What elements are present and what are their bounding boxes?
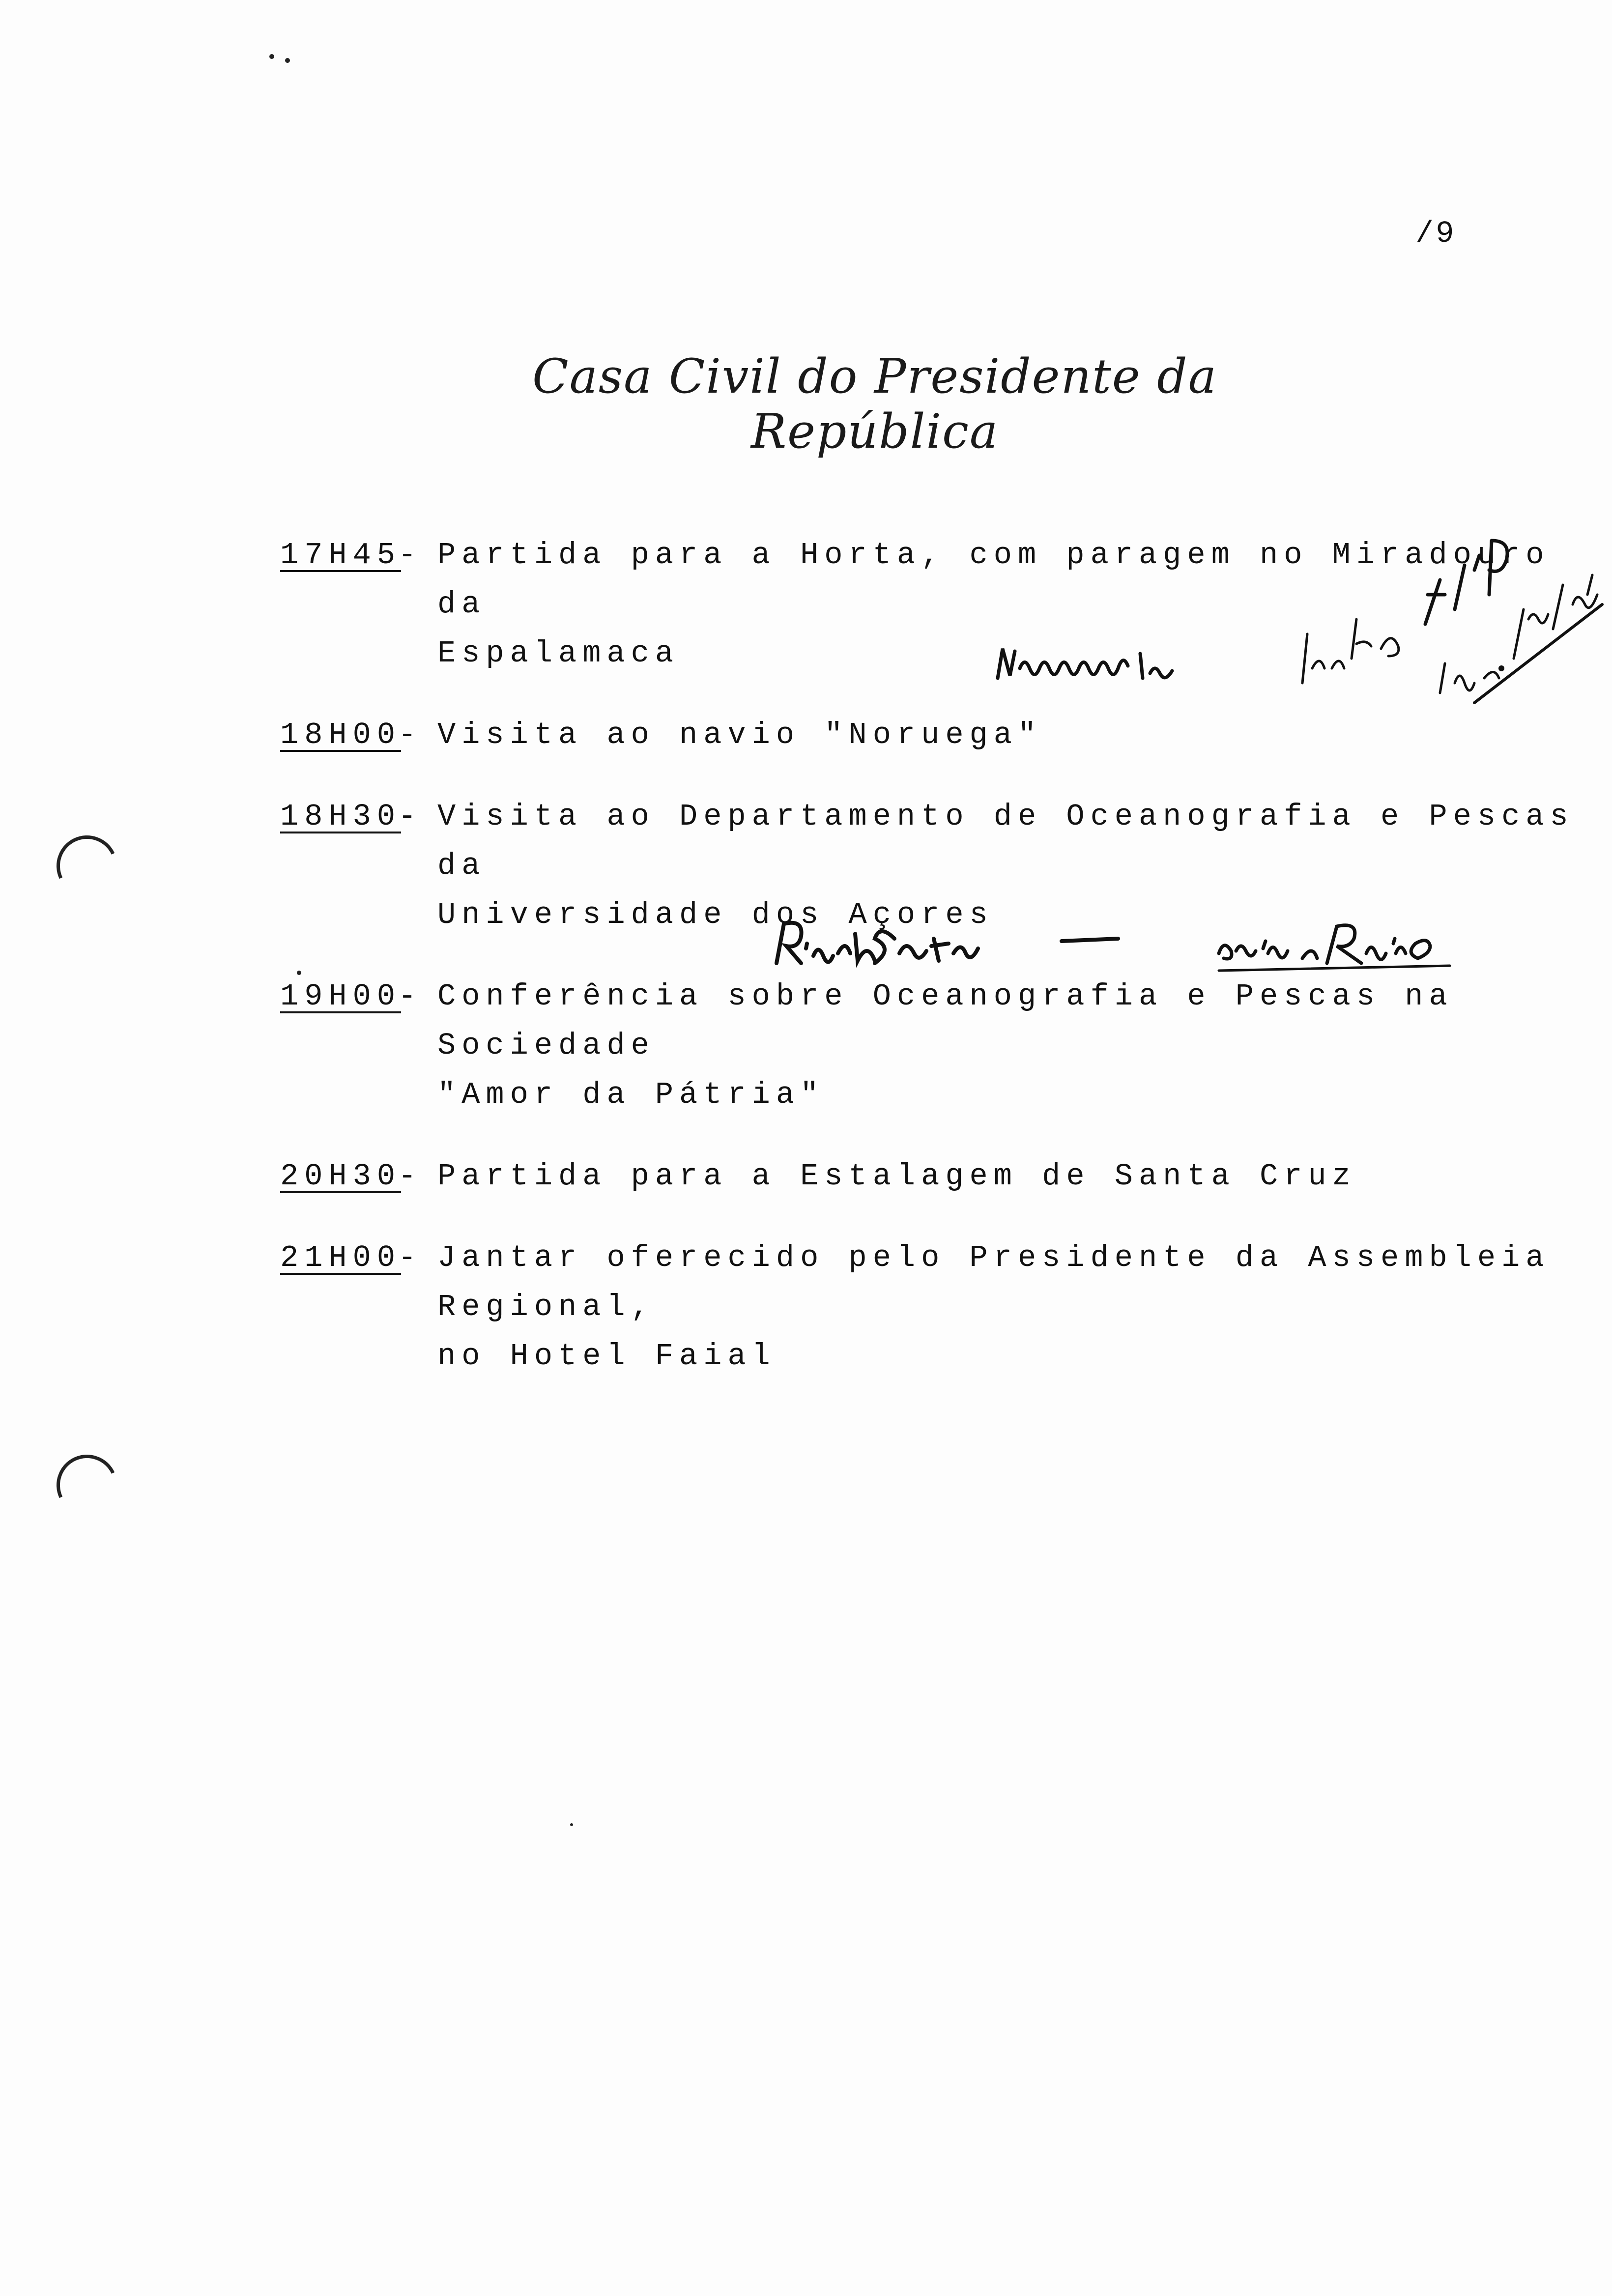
binder-hole-mark bbox=[48, 827, 126, 905]
entry-time: 20H30 bbox=[280, 1159, 402, 1194]
scan-speck bbox=[570, 1823, 573, 1826]
scan-speck bbox=[269, 54, 274, 59]
entry-description: Partida para a Estalagem de Santa Cruz bbox=[437, 1159, 1356, 1194]
entry-dash: - bbox=[398, 538, 423, 573]
scan-speck bbox=[285, 58, 290, 63]
page-number: /9 bbox=[1415, 216, 1456, 251]
entry-time: 17H45 bbox=[280, 538, 402, 573]
entry-description: Partida para a Horta, com paragem no Miradouro da Espalamaca bbox=[437, 538, 1550, 671]
entry-time: 19H00 bbox=[280, 979, 402, 1014]
schedule-entry bbox=[280, 711, 1583, 760]
entry-description: Visita ao navio "Noruega" bbox=[437, 718, 1042, 752]
entry-dash: - bbox=[398, 1240, 423, 1275]
entry-description: Visita ao Departamento de Oceanografia e Pescas da Universidade dos Açores bbox=[437, 799, 1574, 932]
entry-dash: - bbox=[398, 1159, 423, 1194]
handwritten-separator bbox=[1057, 919, 1125, 958]
handwritten-signature-mario bbox=[1214, 914, 1469, 978]
entry-description: Conferência sobre Oceanografia e Pescas na Sociedade "Amor da Pátria" bbox=[437, 979, 1453, 1112]
handwritten-signature-ricardo bbox=[772, 914, 1047, 973]
entry-time: 18H30 bbox=[280, 799, 402, 834]
entry-description: Jantar oferecido pelo Presidente da Assembleia Regional, no Hotel Faial bbox=[437, 1240, 1550, 1374]
entry-time: 18H00 bbox=[280, 718, 402, 752]
handwritten-corner-note bbox=[1297, 521, 1612, 718]
schedule-entry bbox=[280, 1152, 1583, 1201]
entry-time: 21H00 bbox=[280, 1240, 402, 1275]
handwritten-signature-navio bbox=[993, 639, 1180, 693]
entry-dash: - bbox=[398, 979, 423, 1014]
binder-hole-mark bbox=[48, 1446, 126, 1524]
schedule-entry bbox=[280, 1234, 1583, 1381]
schedule-entry bbox=[280, 972, 1583, 1119]
entry-dash: - bbox=[398, 799, 423, 834]
letterhead-title: Casa Civil do Presidente da República bbox=[532, 349, 1217, 459]
entry-dash: - bbox=[398, 718, 423, 752]
